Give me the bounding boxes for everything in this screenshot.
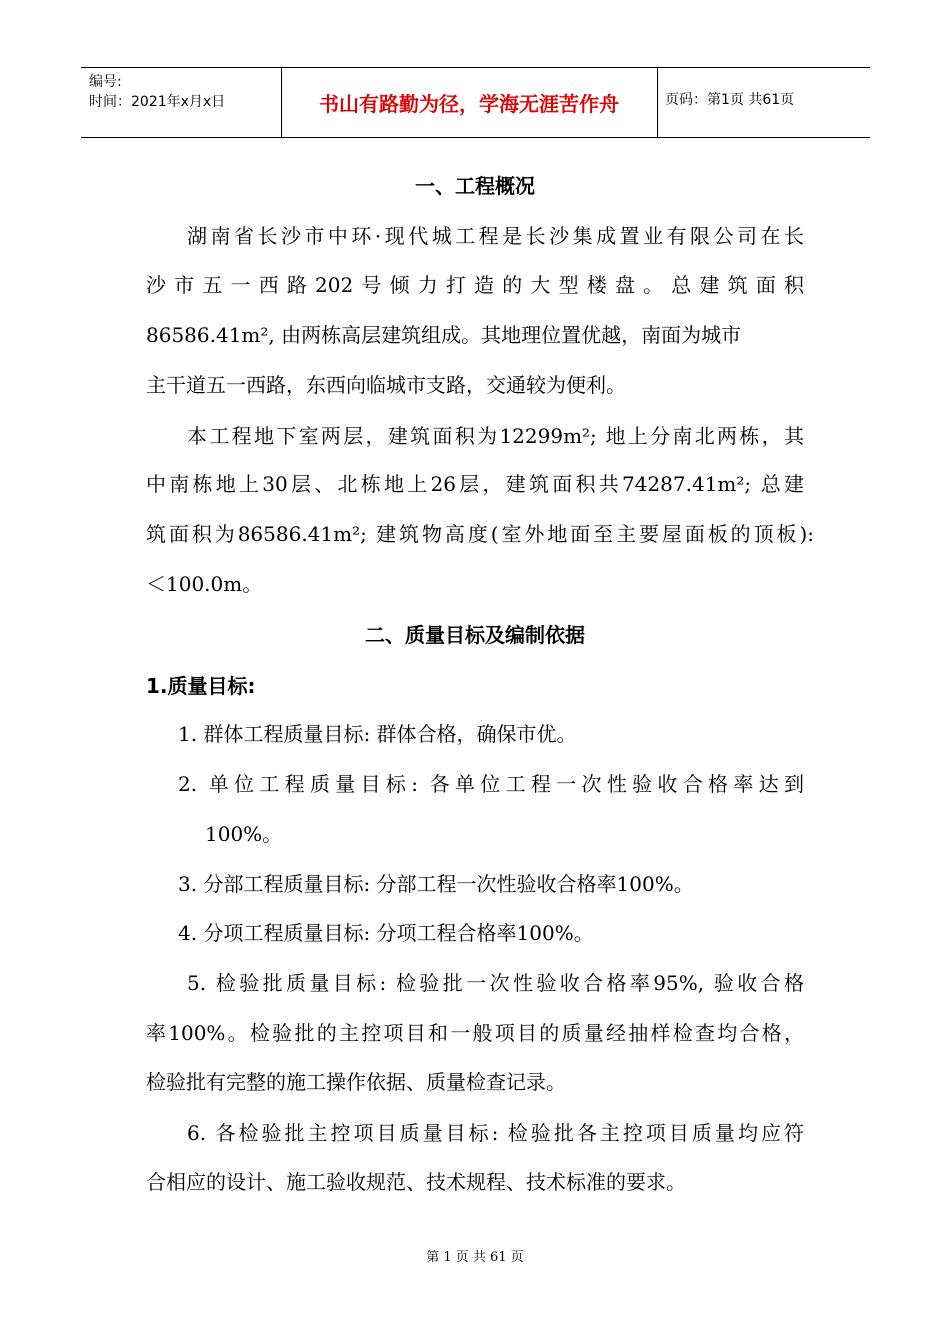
list-item: 6. 各检验批主控项目质量目标: 检验批各主控项目质量均应符 xyxy=(187,1121,804,1145)
section-heading: 二、质量目标及编制依据 xyxy=(365,623,585,647)
list-item: 3. 分部工程质量目标: 分部工程一次性验收合格率100%。 xyxy=(178,872,694,896)
page-footer: 第 1 页 共 61 页 xyxy=(426,1250,524,1265)
document-header xyxy=(81,67,870,138)
paragraph-line: 主干道五一西路，东西向临城市支路，交通较为便利。 xyxy=(146,373,626,397)
list-item: 1. 群体工程质量目标: 群体合格，确保市优。 xyxy=(178,722,577,746)
header-meta xyxy=(89,72,225,112)
list-item-continued: 合相应的设计、施工验收规范、技术规程、技术标准的要求。 xyxy=(146,1170,686,1194)
list-item: 4. 分项工程质量目标: 分项工程合格率100%。 xyxy=(178,921,594,945)
paragraph-line: 湖南省长沙市中环·现代城工程是长沙集成置业有限公司在长 xyxy=(187,224,804,248)
sub-heading: 1.质量目标: xyxy=(146,674,256,698)
paragraph-line: 本工程地下室两层，建筑面积为12299m²; 地上分南北两栋，其 xyxy=(187,424,804,448)
paragraph-line: 筑面积为86586.41m²; 建筑物高度(室外地面至主要屋面板的顶板): xyxy=(146,522,814,546)
header-divider xyxy=(657,68,658,137)
paragraph-line: 中南栋地上30层、北栋地上26层，建筑面积共74287.41m²; 总建 xyxy=(146,472,804,496)
list-item: 2. 单位工程质量目标: 各单位工程一次性验收合格率达到 xyxy=(178,772,804,796)
header-motto: 书山有路勤为径，学海无涯苦作舟 xyxy=(319,92,619,116)
number-label: 编号: xyxy=(89,74,122,90)
list-item-continued: 率100%。检验批的主控项目和一般项目的质量经抽样检查均合格， xyxy=(146,1021,804,1045)
list-item-continued: 检验批有完整的施工操作依据、质量检查记录。 xyxy=(146,1070,566,1094)
list-item-continued: 100%。 xyxy=(205,822,283,846)
paragraph-line: ＜100.0m。 xyxy=(146,572,263,596)
header-page-info: 页码：第1页 共61页 xyxy=(665,92,795,108)
time-label: 时间：2021年x月x日 xyxy=(89,94,226,110)
paragraph-line: 沙市五一西路202号倾力打造的大型楼盘。总建筑面积 xyxy=(146,273,804,297)
list-item: 5. 检验批质量目标: 检验批一次性验收合格率95%, 验收合格 xyxy=(187,971,804,995)
section-heading: 一、工程概况 xyxy=(415,174,535,198)
paragraph-line: 86586.41m², 由两栋高层建筑组成。其地理位置优越，南面为城市 xyxy=(146,323,742,347)
